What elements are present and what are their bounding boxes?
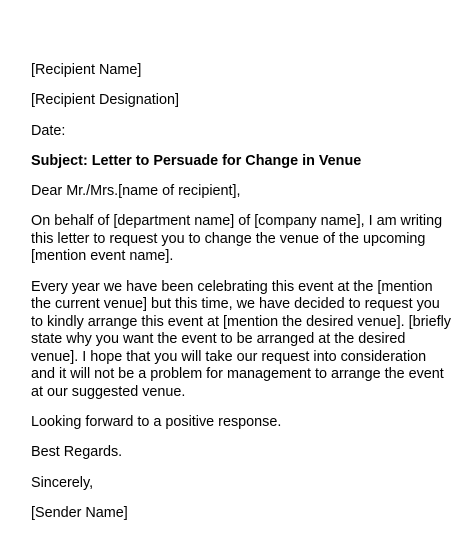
recipient-name: [Recipient Name]: [31, 62, 142, 78]
sender-name: [Sender Name]: [31, 504, 128, 521]
best-regards: Best Regards.: [31, 444, 123, 461]
sincerely: Sincerely,: [31, 474, 94, 491]
subject-line: Subject: Letter to Persuade for Change in Venue: [31, 152, 362, 169]
paragraph-line: the current venue] but this time, we have decided to request you: [31, 296, 440, 313]
paragraph-request: [31, 279, 451, 402]
paragraph-line: and it will not be a problem for management to arrange the event: [31, 366, 444, 383]
letter-body: [31, 62, 451, 522]
paragraph-line: [mention event name].: [31, 248, 174, 265]
paragraph-line: venue]. I hope that you will take our request into consideration: [31, 348, 427, 365]
salutation: Dear Mr./Mrs.[name of recipient],: [31, 183, 241, 200]
paragraph-line: state why you want the event to be arranged at the desired: [31, 331, 406, 348]
recipient-designation: [Recipient Designation]: [31, 92, 179, 109]
paragraph-line: this letter to request you to change the venue of the upcoming: [31, 230, 426, 247]
date-label: Date:: [31, 122, 66, 139]
paragraph-intro: [31, 213, 451, 266]
paragraph-line: to kindly arrange this event at [mention the desired venue]. [briefly: [31, 313, 451, 330]
paragraph-line: Every year we have been celebrating this event at the [mention: [31, 278, 433, 295]
paragraph-line: On behalf of [department name] of [company name], I am writing: [31, 213, 443, 230]
closing-line: Looking forward to a positive response.: [31, 414, 282, 431]
paragraph-line: at our suggested venue.: [31, 383, 186, 400]
